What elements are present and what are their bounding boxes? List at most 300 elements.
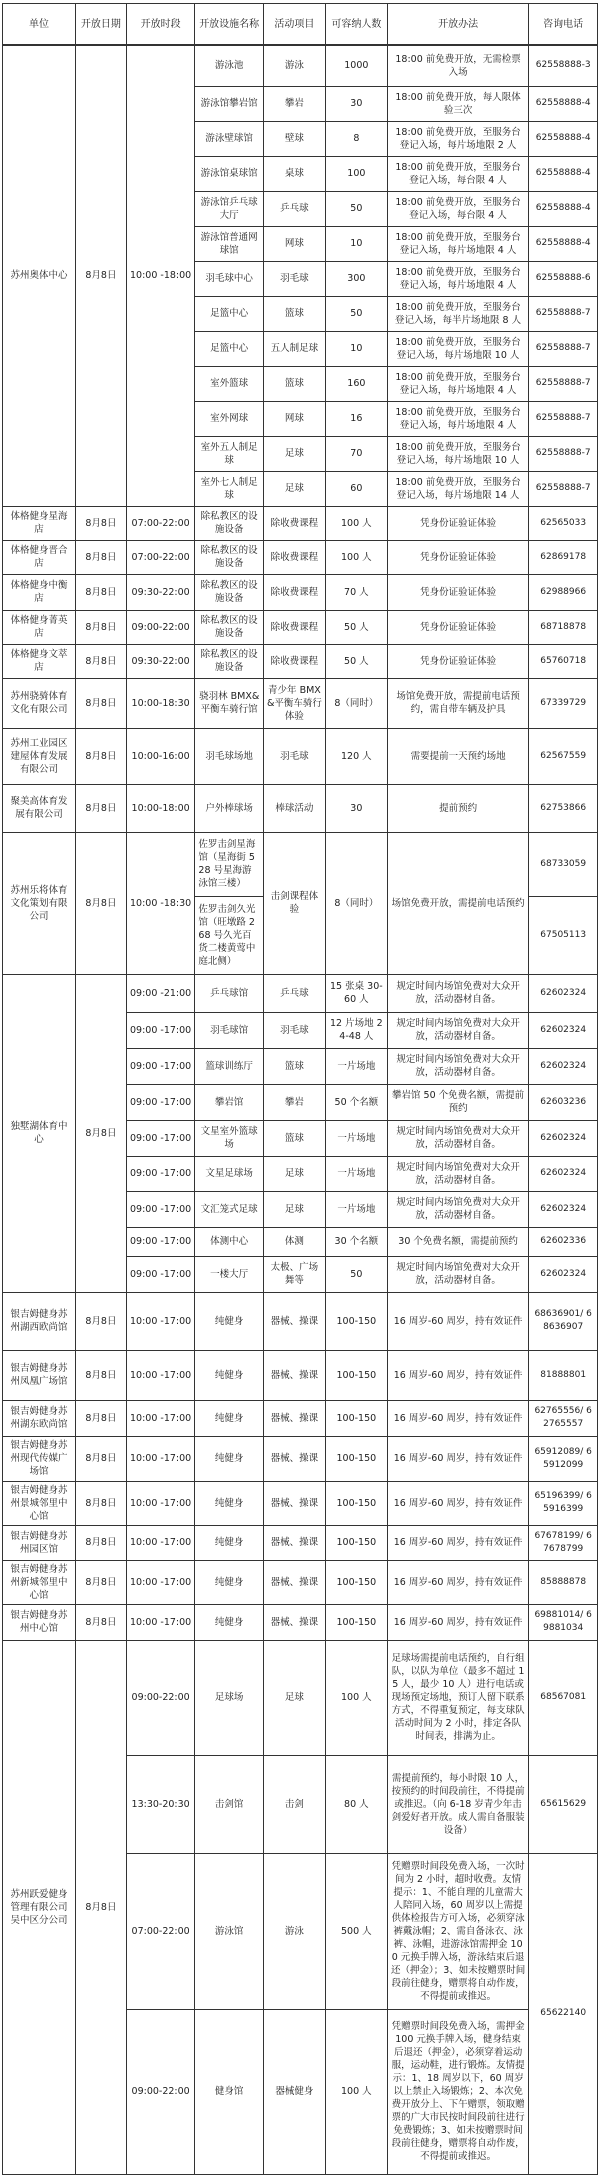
time-cell: 09:00-22:00 (126, 610, 195, 644)
phone-cell: 62602324 (529, 1191, 598, 1227)
phone-cell: 62565033 (529, 506, 598, 540)
activity-cell: 羽毛球 (263, 261, 325, 296)
activity-cell: 器械、操课 (263, 1350, 325, 1400)
method-cell: 16 周岁-60 周岁，持有效证件 (387, 1481, 529, 1525)
facility-cell: 纯健身 (195, 1604, 264, 1640)
table-row (3, 832, 598, 896)
activity-cell: 除收费课程 (263, 610, 325, 644)
table-row (3, 644, 598, 678)
phone-cell: 62602324 (529, 1048, 598, 1084)
time-cell: 07:00-22:00 (126, 540, 195, 574)
capacity-cell: 100 人 (325, 506, 387, 540)
time-cell: 10:00 -17:00 (126, 1292, 195, 1350)
facility-cell: 除私教区的设施设备 (195, 644, 264, 678)
activity-cell: 太极、广场舞等 (263, 1256, 325, 1292)
activity-cell: 棒球活动 (263, 784, 325, 832)
activity-cell: 足球 (263, 1640, 325, 1755)
method-cell: 18:00 前免费开放，至服务台登记入场，每片场地限 10 人 (387, 436, 529, 471)
capacity-cell: 120 人 (325, 728, 387, 784)
time-cell: 10:00 -17:00 (126, 1400, 195, 1436)
date-cell: 8月8日 (75, 45, 126, 506)
time-cell: 09:30-22:00 (126, 644, 195, 678)
date-cell: 8月8日 (75, 974, 126, 1292)
method-cell: 16 周岁-60 周岁，持有效证件 (387, 1436, 529, 1481)
method-cell: 18:00 前免费开放，至服务台登记入场，每片场地限 10 人 (387, 331, 529, 366)
activity-cell: 乒乓球 (263, 191, 325, 226)
phone-cell: 62603236 (529, 1084, 598, 1120)
method-cell: 足球场需提前电话预约，自行组队，以队为单位（最多不超过 15 人，最少 10 人）进行电话或现场预定场地，预订人留下联系方式，不得重复预定，每支球队活动时间为 2 小时，排定各队时间表，排满为止。 (387, 1640, 529, 1755)
facility-cell: 佐罗击剑星海馆（星海街 528 号星海游泳馆三楼） (195, 832, 264, 896)
unit-cell: 银吉姆健身苏州湖东欧尚馆 (3, 1400, 76, 1436)
activity-cell: 器械、操课 (263, 1481, 325, 1525)
phone-cell: 62602336 (529, 1227, 598, 1256)
method-cell: 规定时间内场馆免费对大众开放，活动器材自备。 (387, 1156, 529, 1191)
date-cell: 8月8日 (75, 1436, 126, 1481)
facility-cell: 篮球训练厅 (195, 1048, 264, 1084)
capacity-cell: 1000 (325, 45, 387, 86)
header-method: 开放办法 (387, 4, 529, 46)
method-cell: 16 周岁-60 周岁，持有效证件 (387, 1400, 529, 1436)
facility-cell: 文汇笼式足球 (195, 1191, 264, 1227)
method-cell: 16 周岁-60 周岁，持有效证件 (387, 1604, 529, 1640)
method-cell: 规定时间内场馆免费对大众开放，活动器材自备。 (387, 1012, 529, 1048)
activity-cell: 器械、操课 (263, 1604, 325, 1640)
facility-cell: 骁羽林 BMX&平衡车骑行馆 (195, 678, 264, 728)
time-cell: 09:00 -21:00 (126, 974, 195, 1012)
header-date: 开放日期 (75, 4, 126, 46)
time-cell: 13:30-20:30 (126, 1755, 195, 1853)
capacity-cell: 50 人 (325, 644, 387, 678)
date-cell: 8月8日 (75, 574, 126, 610)
phone-cell: 62567559 (529, 728, 598, 784)
time-cell: 09:00 -17:00 (126, 1191, 195, 1227)
activity-cell: 足球 (263, 1191, 325, 1227)
method-cell: 18:00 前免费开放，至服务台登记入场，每片场地限 2 人 (387, 121, 529, 156)
method-cell: 凭赠票时间段免费入场，一次时间为 2 小时，超时收费。友情提示：1、不能自理的儿童需大人陪同入场，60 周岁以上需提供体检报告方可入场，必须穿泳裤戴泳帽；2、需自备泳衣、泳裤、泳帽，进游泳馆需押金 100 元换手牌入场，游泳结束后退还（押金）；3、如未按赠票时间段前往健身，赠票将自动作废，不得提前或推迟。 (387, 1853, 529, 2009)
activity-cell: 器械健身 (263, 2009, 325, 2174)
header-activity: 活动项目 (263, 4, 325, 46)
activity-cell: 除收费课程 (263, 540, 325, 574)
facility-cell: 体测中心 (195, 1227, 264, 1256)
method-cell: 需要提前一天预约场地 (387, 728, 529, 784)
time-cell: 09:00-22:00 (126, 1640, 195, 1755)
method-cell: 18:00 前免费开放，至服务台登记入场，每台限 4 人 (387, 191, 529, 226)
activity-cell: 篮球 (263, 366, 325, 401)
phone-cell: 62602324 (529, 1120, 598, 1156)
activity-cell: 篮球 (263, 1048, 325, 1084)
phone-cell: 62602324 (529, 1256, 598, 1292)
capacity-cell: 8 (325, 121, 387, 156)
capacity-cell: 70 (325, 436, 387, 471)
method-cell: 18:00 前免费开放，至服务台登记入场，每半片场地限 8 人 (387, 296, 529, 331)
phone-cell: 81888801 (529, 1350, 598, 1400)
table-row (3, 1350, 598, 1400)
unit-cell: 苏州跃爱健身管理有限公司吴中区分公司 (3, 1640, 76, 2174)
capacity-cell: 30 (325, 86, 387, 121)
method-cell: 凭赠票时间段免费入场，需押金 100 元换手牌入场，健身结束后退还（押金），必须穿着运动服，运动鞋，进行锻炼。友情提示：1、18 周岁以下，60 周岁以上禁止入场锻炼；2、本次免费开放分上、下午赠票，领取赠票的广大市民按时间段前往进行免费锻炼；3、如未按赠票时间段前往健身，赠票将自动作废，不得提前或推迟。 (387, 2009, 529, 2174)
facility-cell: 游泳壁球馆 (195, 121, 264, 156)
capacity-cell: 50 人 (325, 610, 387, 644)
date-cell: 8月8日 (75, 644, 126, 678)
activity-cell: 羽毛球 (263, 728, 325, 784)
unit-cell: 体格健身文萃店 (3, 644, 76, 678)
activity-cell: 羽毛球 (263, 1012, 325, 1048)
facility-cell: 纯健身 (195, 1525, 264, 1560)
facility-cell: 室外五人制足球 (195, 436, 264, 471)
table-header-row (3, 4, 598, 46)
capacity-cell: 15 张桌 30-60 人 (325, 974, 387, 1012)
method-cell: 规定时间内场馆免费对大众开放，活动器材自备。 (387, 974, 529, 1012)
date-cell: 8月8日 (75, 1292, 126, 1350)
table-row (3, 540, 598, 574)
capacity-cell: 100-150 (325, 1436, 387, 1481)
method-cell: 18:00 前免费开放，至服务台登记入场，每片场地限 4 人 (387, 401, 529, 436)
method-cell: 18:00 前免费开放，无需检票入场 (387, 45, 529, 86)
facility-cell: 室外七人制足球 (195, 471, 264, 506)
phone-cell: 62558888-4 (529, 156, 598, 191)
method-cell: 攀岩馆 50 个免费名额，需提前预约 (387, 1084, 529, 1120)
time-cell: 09:00 -17:00 (126, 1012, 195, 1048)
header-unit: 单位 (3, 4, 76, 46)
table-row (3, 1481, 598, 1525)
activity-cell: 桌球 (263, 156, 325, 191)
unit-cell: 独墅湖体育中心 (3, 974, 76, 1292)
facility-cell: 室外网球 (195, 401, 264, 436)
activity-cell: 攀岩 (263, 1084, 325, 1120)
time-cell: 10:00 -17:00 (126, 1436, 195, 1481)
activity-cell: 足球 (263, 1156, 325, 1191)
activity-cell: 网球 (263, 401, 325, 436)
header-capacity: 可容纳人数 (325, 4, 387, 46)
method-cell: 30 个免费名额，需提前预约 (387, 1227, 529, 1256)
activity-cell: 器械、操课 (263, 1292, 325, 1350)
phone-cell: 62753866 (529, 784, 598, 832)
method-cell: 18:00 前免费开放，至服务台登记入场，每台限 4 人 (387, 156, 529, 191)
method-cell: 提前预约 (387, 784, 529, 832)
time-cell: 10:00-16:00 (126, 728, 195, 784)
time-cell: 09:00 -17:00 (126, 1227, 195, 1256)
phone-cell: 65912089/ 65912099 (529, 1436, 598, 1481)
facility-cell: 纯健身 (195, 1292, 264, 1350)
facility-cell: 击剑馆 (195, 1755, 264, 1853)
date-cell: 8月8日 (75, 784, 126, 832)
activity-cell: 击剑 (263, 1755, 325, 1853)
table-row (3, 974, 598, 1012)
capacity-cell: 50 个名额 (325, 1084, 387, 1120)
table-row (3, 1400, 598, 1436)
date-cell: 8月8日 (75, 1640, 126, 2174)
phone-cell: 62558888-4 (529, 86, 598, 121)
unit-cell: 体格健身晋合店 (3, 540, 76, 574)
method-cell: 凭身份证验证体验 (387, 574, 529, 610)
facility-cell: 纯健身 (195, 1350, 264, 1400)
capacity-cell: 100-150 (325, 1350, 387, 1400)
time-cell: 07:00-22:00 (126, 1853, 195, 2009)
method-cell: 需提前预约，每小时限 10 人，按预约的时间段前往，不得提前或推迟。（向 6-18 岁青少年击剑爱好者开放。成人需自备服装设备） (387, 1755, 529, 1853)
phone-cell: 68567081 (529, 1640, 598, 1755)
capacity-cell: 100 人 (325, 2009, 387, 2174)
facility-cell: 除私教区的设施设备 (195, 540, 264, 574)
activity-cell: 乒乓球 (263, 974, 325, 1012)
activity-cell: 足球 (263, 436, 325, 471)
phone-cell: 68733059 (529, 832, 598, 896)
time-cell: 09:00 -17:00 (126, 1156, 195, 1191)
phone-cell: 85888878 (529, 1560, 598, 1604)
capacity-cell: 30 个名额 (325, 1227, 387, 1256)
capacity-cell: 100-150 (325, 1525, 387, 1560)
capacity-cell: 100-150 (325, 1292, 387, 1350)
activity-cell: 击剑课程体验 (263, 832, 325, 974)
date-cell: 8月8日 (75, 1350, 126, 1400)
method-cell: 凭身份证验证体验 (387, 506, 529, 540)
unit-cell: 体格健身星海店 (3, 506, 76, 540)
method-cell: 16 周岁-60 周岁，持有效证件 (387, 1525, 529, 1560)
header-time: 开放时段 (126, 4, 195, 46)
method-cell: 18:00 前免费开放，至服务台登记入场，每片场地限 14 人 (387, 471, 529, 506)
facility-cell: 游泳馆乒乓球大厅 (195, 191, 264, 226)
time-cell: 10:00 -17:00 (126, 1481, 195, 1525)
phone-cell: 67339729 (529, 678, 598, 728)
phone-cell: 62558888-7 (529, 436, 598, 471)
capacity-cell: 50 (325, 191, 387, 226)
unit-cell: 苏州乐将体育文化策划有限公司 (3, 832, 76, 974)
unit-cell: 银吉姆健身苏州景城邻里中心馆 (3, 1481, 76, 1525)
capacity-cell: 100 (325, 156, 387, 191)
activity-cell: 体测 (263, 1227, 325, 1256)
capacity-cell: 30 (325, 784, 387, 832)
facility-cell: 游泳馆普通网球馆 (195, 226, 264, 261)
phone-cell: 62558888-6 (529, 261, 598, 296)
phone-cell: 69881014/ 69881034 (529, 1604, 598, 1640)
date-cell: 8月8日 (75, 506, 126, 540)
activity-cell: 器械、操课 (263, 1525, 325, 1560)
capacity-cell: 100 人 (325, 540, 387, 574)
unit-cell: 苏州奥体中心 (3, 45, 76, 506)
unit-cell: 银吉姆健身苏州凤凰广场馆 (3, 1350, 76, 1400)
unit-cell: 银吉姆健身苏州现代传媒广场馆 (3, 1436, 76, 1481)
activity-cell: 青少年 BMX&平衡车骑行体验 (263, 678, 325, 728)
capacity-cell: 60 (325, 471, 387, 506)
activity-cell: 足球 (263, 471, 325, 506)
capacity-cell: 一片场地 (325, 1156, 387, 1191)
date-cell: 8月8日 (75, 1525, 126, 1560)
method-cell: 凭身份证验证体验 (387, 610, 529, 644)
time-cell: 09:00 -17:00 (126, 1120, 195, 1156)
phone-cell: 65760718 (529, 644, 598, 678)
capacity-cell: 100-150 (325, 1604, 387, 1640)
facility-cell: 文星室外篮球场 (195, 1120, 264, 1156)
activity-cell: 网球 (263, 226, 325, 261)
unit-cell: 银吉姆健身苏州中心馆 (3, 1604, 76, 1640)
unit-cell: 银吉姆健身苏州新城邻里中心馆 (3, 1560, 76, 1604)
capacity-cell: 10 (325, 331, 387, 366)
date-cell: 8月8日 (75, 1560, 126, 1604)
time-cell: 10:00 -18:00 (126, 45, 195, 506)
date-cell: 8月8日 (75, 540, 126, 574)
capacity-cell: 70 人 (325, 574, 387, 610)
capacity-cell: 100-150 (325, 1560, 387, 1604)
table-row (3, 1436, 598, 1481)
capacity-cell: 300 (325, 261, 387, 296)
unit-cell: 银吉姆健身苏州湖西欧尚馆 (3, 1292, 76, 1350)
capacity-cell: 100 人 (325, 1640, 387, 1755)
table-row (3, 1604, 598, 1640)
facility-cell: 纯健身 (195, 1481, 264, 1525)
method-cell: 凭身份证验证体验 (387, 540, 529, 574)
time-cell: 09:00 -17:00 (126, 1256, 195, 1292)
date-cell: 8月8日 (75, 1604, 126, 1640)
unit-cell: 体格健身菁英店 (3, 610, 76, 644)
facility-cell: 文星足球场 (195, 1156, 264, 1191)
method-cell: 场馆免费开放，需提前电话预约 (387, 832, 529, 974)
capacity-cell: 16 (325, 401, 387, 436)
facility-cell: 羽毛球场地 (195, 728, 264, 784)
phone-cell: 62602324 (529, 1156, 598, 1191)
facility-cell: 足篮中心 (195, 296, 264, 331)
time-cell: 10:00 -17:00 (126, 1560, 195, 1604)
facility-cell: 游泳馆攀岩馆 (195, 86, 264, 121)
method-cell: 18:00 前免费开放，每人限体验三次 (387, 86, 529, 121)
time-cell: 10:00-18:00 (126, 784, 195, 832)
capacity-cell: 12 片场地 24-48 人 (325, 1012, 387, 1048)
facility-cell: 游泳馆 (195, 1853, 264, 2009)
time-cell: 10:00 -18:30 (126, 832, 195, 974)
unit-cell: 体格健身中衡店 (3, 574, 76, 610)
phone-cell: 62869178 (529, 540, 598, 574)
table-row (3, 1292, 598, 1350)
phone-cell: 62765556/ 62765557 (529, 1400, 598, 1436)
time-cell: 07:00-22:00 (126, 506, 195, 540)
facility-cell: 户外棒球场 (195, 784, 264, 832)
facility-cell: 除私教区的设施设备 (195, 506, 264, 540)
phone-cell: 62558888-7 (529, 331, 598, 366)
time-cell: 10:00-18:30 (126, 678, 195, 728)
activity-cell: 除收费课程 (263, 574, 325, 610)
activity-cell: 游泳 (263, 1853, 325, 2009)
facility-cell: 室外篮球 (195, 366, 264, 401)
table-row (3, 1525, 598, 1560)
phone-cell: 62558888-7 (529, 296, 598, 331)
facility-cell: 佐罗击剑久光馆（旺墩路 268 号久光百货二楼黄莺中庭北侧） (195, 896, 264, 974)
activity-cell: 篮球 (263, 1120, 325, 1156)
time-cell: 10:00 -17:00 (126, 1350, 195, 1400)
method-cell: 18:00 前免费开放，至服务台登记入场，每片场地限 4 人 (387, 366, 529, 401)
venue-opening-table (2, 3, 598, 2175)
method-cell: 18:00 前免费开放，至服务台登记入场，每片场地限 4 人 (387, 226, 529, 261)
time-cell: 10:00 -17:00 (126, 1525, 195, 1560)
table-row (3, 1560, 598, 1604)
capacity-cell: 50 (325, 296, 387, 331)
facility-cell: 羽毛球馆 (195, 1012, 264, 1048)
phone-cell: 62558888-3 (529, 45, 598, 86)
method-cell: 规定时间内场馆免费对大众开放，活动器材自备。 (387, 1048, 529, 1084)
capacity-cell: 100-150 (325, 1481, 387, 1525)
method-cell: 16 周岁-60 周岁，持有效证件 (387, 1292, 529, 1350)
method-cell: 规定时间内场馆免费对大众开放，活动器材自备。 (387, 1256, 529, 1292)
facility-cell: 除私教区的设施设备 (195, 610, 264, 644)
method-cell: 规定时间内场馆免费对大众开放，活动器材自备。 (387, 1120, 529, 1156)
facility-cell: 游泳池 (195, 45, 264, 86)
activity-cell: 除收费课程 (263, 506, 325, 540)
date-cell: 8月8日 (75, 678, 126, 728)
method-cell: 规定时间内场馆免费对大众开放，活动器材自备。 (387, 1191, 529, 1227)
capacity-cell: 8（同时） (325, 832, 387, 974)
phone-cell: 67505113 (529, 896, 598, 974)
activity-cell: 壁球 (263, 121, 325, 156)
phone-cell: 62558888-4 (529, 121, 598, 156)
time-cell: 09:00-22:00 (126, 2009, 195, 2174)
activity-cell: 除收费课程 (263, 644, 325, 678)
capacity-cell: 500 人 (325, 1853, 387, 2009)
table-row (3, 784, 598, 832)
method-cell: 18:00 前免费开放，至服务台登记入场，每片场地限 4 人 (387, 261, 529, 296)
time-cell: 09:00 -17:00 (126, 1084, 195, 1120)
phone-cell: 62602324 (529, 974, 598, 1012)
capacity-cell: 80 人 (325, 1755, 387, 1853)
unit-cell: 苏州工业园区建屋体育发展有限公司 (3, 728, 76, 784)
activity-cell: 篮球 (263, 296, 325, 331)
phone-cell: 68636901/ 68636907 (529, 1292, 598, 1350)
unit-cell: 聚美高体育发展有限公司 (3, 784, 76, 832)
capacity-cell: 一片场地 (325, 1048, 387, 1084)
method-cell: 16 周岁-60 周岁，持有效证件 (387, 1350, 529, 1400)
method-cell: 凭身份证验证体验 (387, 644, 529, 678)
date-cell: 8月8日 (75, 728, 126, 784)
facility-cell: 足球场 (195, 1640, 264, 1755)
time-cell: 10:00 -17:00 (126, 1604, 195, 1640)
table-row (3, 728, 598, 784)
date-cell: 8月8日 (75, 1481, 126, 1525)
table-row (3, 1640, 598, 1755)
unit-cell: 银吉姆健身苏州园区馆 (3, 1525, 76, 1560)
header-facility: 开放设施名称 (195, 4, 264, 46)
facility-cell: 羽毛球中心 (195, 261, 264, 296)
table-row (3, 506, 598, 540)
phone-cell: 67678199/ 67678799 (529, 1525, 598, 1560)
capacity-cell: 100-150 (325, 1400, 387, 1436)
phone-cell: 62558888-7 (529, 366, 598, 401)
table-row (3, 574, 598, 610)
phone-cell: 62558888-4 (529, 226, 598, 261)
time-cell: 09:30-22:00 (126, 574, 195, 610)
date-cell: 8月8日 (75, 832, 126, 974)
activity-cell: 器械、操课 (263, 1436, 325, 1481)
phone-cell: 62558888-7 (529, 401, 598, 436)
facility-cell: 纯健身 (195, 1400, 264, 1436)
phone-cell: 65615629 (529, 1755, 598, 1853)
capacity-cell: 一片场地 (325, 1120, 387, 1156)
table-row (3, 610, 598, 644)
facility-cell: 足篮中心 (195, 331, 264, 366)
facility-cell: 乒乓球馆 (195, 974, 264, 1012)
table-row (3, 678, 598, 728)
facility-cell: 除私教区的设施设备 (195, 574, 264, 610)
phone-cell: 62602324 (529, 1012, 598, 1048)
capacity-cell: 8（同时） (325, 678, 387, 728)
method-cell: 场馆免费开放，需提前电话预约，需自带车辆及护具 (387, 678, 529, 728)
time-cell: 09:00 -17:00 (126, 1048, 195, 1084)
activity-cell: 攀岩 (263, 86, 325, 121)
phone-cell: 65622140 (529, 1853, 598, 2174)
phone-cell: 62558888-7 (529, 471, 598, 506)
facility-cell: 纯健身 (195, 1560, 264, 1604)
table-row (3, 45, 598, 86)
activity-cell: 五人制足球 (263, 331, 325, 366)
capacity-cell: 50 (325, 1256, 387, 1292)
capacity-cell: 160 (325, 366, 387, 401)
phone-cell: 65196399/ 65916399 (529, 1481, 598, 1525)
activity-cell: 游泳 (263, 45, 325, 86)
